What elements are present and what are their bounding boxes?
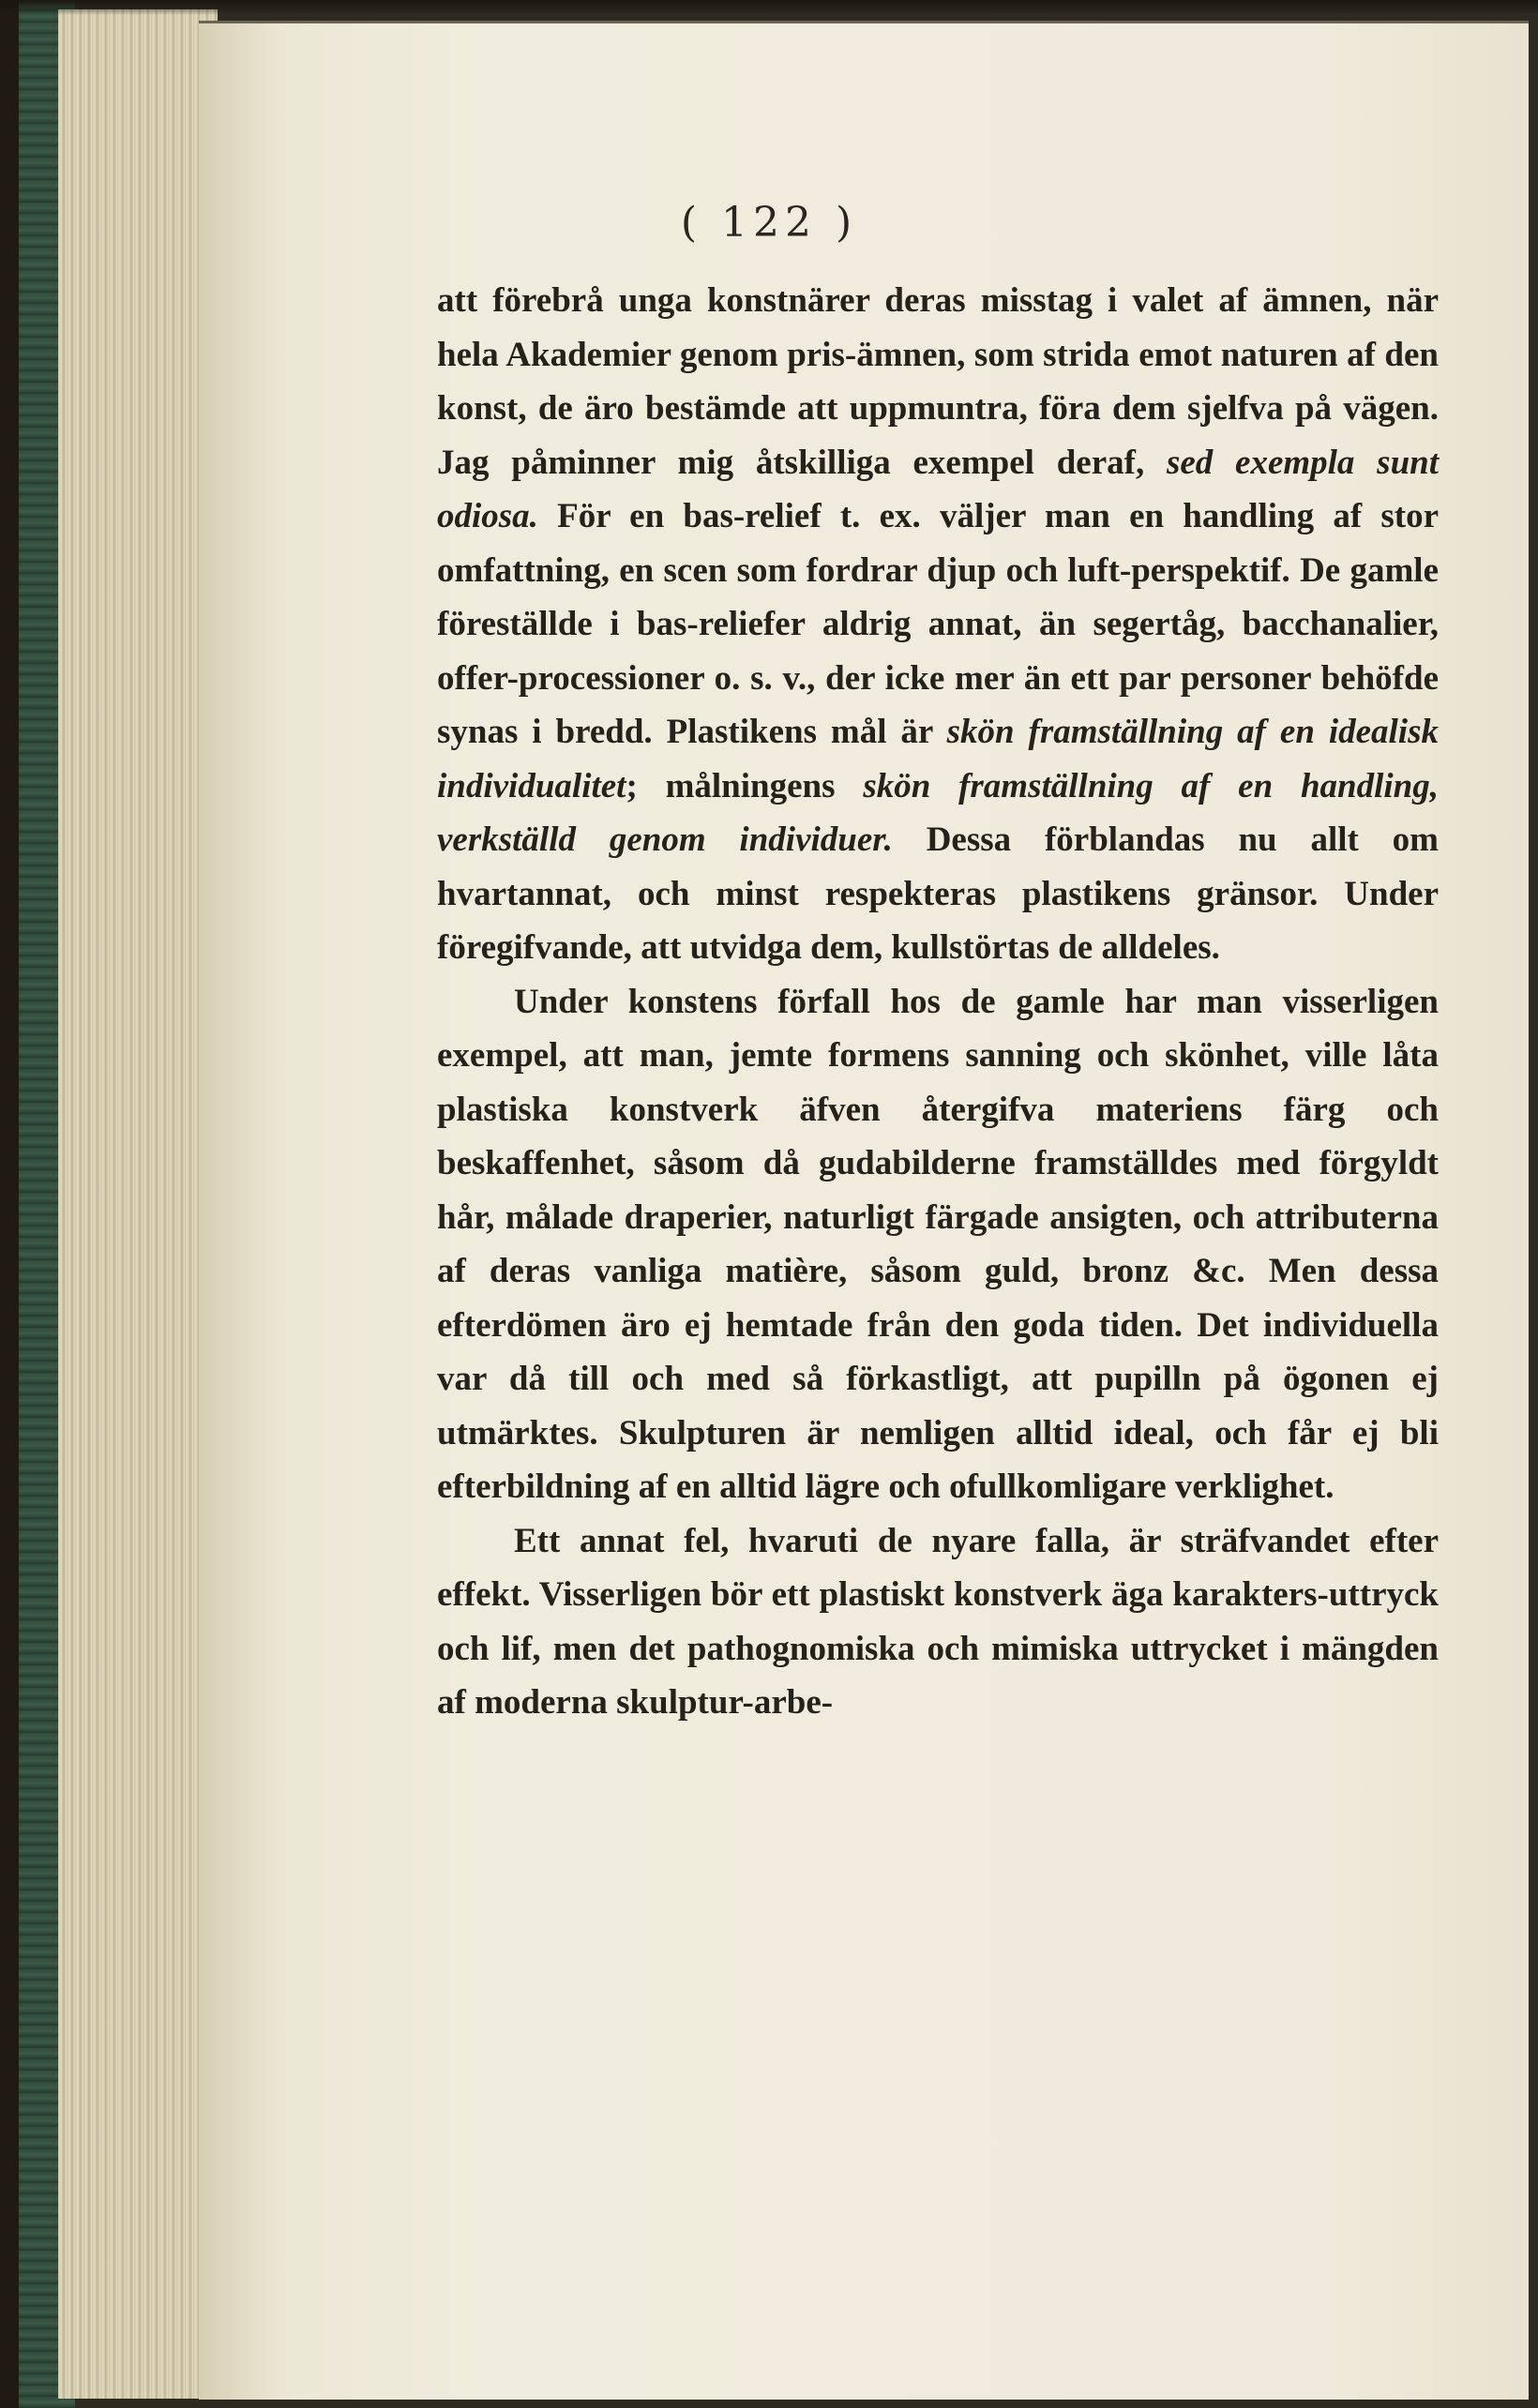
text-run: Ett annat fel, hvaruti de nyare falla, är sträfvandet efter effekt. Visserligen bör ett plastiskt konstverk äga karakters-uttryck och lif, men det pathognomiska och mimiska uttrycket i mängden af moderna skulptur-arbe- <box>437 1521 1439 1722</box>
paragraph-1 <box>437 274 1439 975</box>
top-shadow <box>0 0 1538 15</box>
text-run: ; målningens <box>626 766 864 805</box>
paragraph-2 <box>437 975 1439 1514</box>
text-run: Dessa förblandas nu allt om hvartannat, och minst respekteras plastikens gränsor. Under föregifvande, att utvidga dem, kullstörtas de alldeles. <box>437 820 1439 967</box>
text-run-italic: skön framställning af en idealisk individualitet <box>437 713 1439 805</box>
paragraph-3 <box>437 1514 1439 1730</box>
text-run: att förebrå unga konstnärer deras misstag i valet af ämnen, när hela Akademier genom pris-ämnen, som strida emot naturen af den konst, de äro bestämde att uppmuntra, föra dem sjelfva på vägen. Jag påminner mig åtskilliga exempel deraf, <box>437 281 1439 482</box>
page-header: ( 122 ) <box>680 199 858 247</box>
body-text <box>437 274 1439 1730</box>
text-run-italic: skön framställning af en handling, verkställd genom individuer. <box>437 766 1439 859</box>
text-run-italic: sed exempla sunt odiosa. <box>437 443 1440 535</box>
text-run: Under konstens förfall hos de gamle har man visserligen exempel, att man, jemte formens sanning och skönhet, ville låta plastiska konstverk äfven återgifva materiens färg och beskaffenhet, såsom då gudabilderne framställdes med förgyldt hår, målade draperier, naturligt färgade ansigten, och attributerna af deras vanliga matière, såsom guld, bronz &c. Men dessa efterdömen äro ej hemtade från den goda tiden. Det individuella var då till och med så förkastligt, att pupilln på ögonen ej utmärktes. Skulpturen är nemligen alltid ideal, och får ej bli efterbildning af en alltid lägre och ofullkomligare verklighet. <box>437 982 1439 1506</box>
binding-edge <box>0 0 19 2408</box>
text-run: För en bas-relief t. ex. väljer man en handling af stor omfattning, en scen som fordrar djup och luft-perspektif. De gamle föreställde i bas-reliefer aldrig annat, än segertåg, bacchanalier, offer-processioner o. s. v., der icke mer än ett par personer behöfde synas i bredd. Plastikens mål är <box>437 497 1439 751</box>
page-edges <box>58 9 218 2399</box>
